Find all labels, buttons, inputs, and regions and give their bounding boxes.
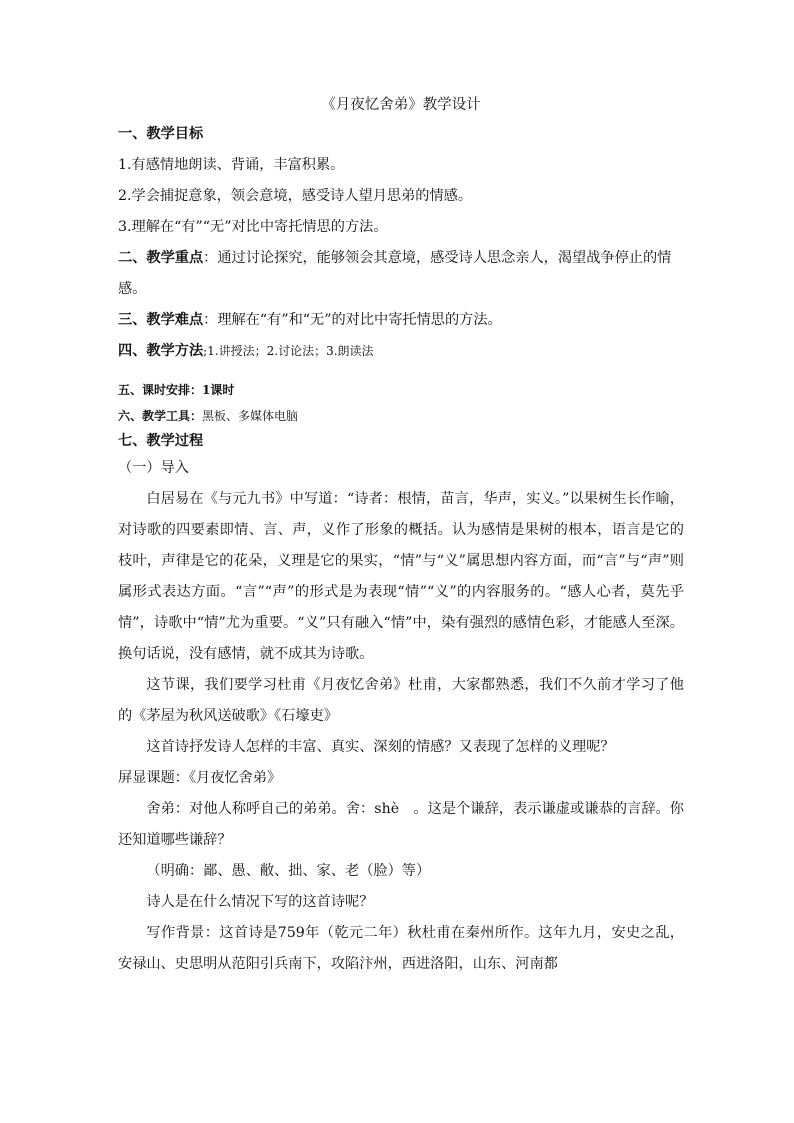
key-points-text: ：通过讨论探究，能够领会其意境，感受诗人思念亲人，渴望战争停止的情感。 xyxy=(118,250,672,297)
paragraph-intro-quote: 白居易在《与元九书》中写道：“诗者：根情，苗言，华声，实义。”以果树生长作喻，对诗歌的四要素即情、言、声，义作了形象的概括。认为感情是果树的根本，语言是它的枝叶，声律是它的花朵，义理是它的果实，“情”与“义”属思想内容方面，而“言”与“声”则属形式表达方面。“言”“声”的形式是为表现“情”“义”的内容服务的。“感人心者，莫先乎情”，诗歌中“情”尤为重要。“义”只有融入“情”中，染有强烈的感情色彩，才能感人至深。换句话说，没有感情，就不成其为诗歌。 xyxy=(118,491,684,662)
subsection-intro: （一）导入 xyxy=(118,460,189,476)
tools-text: 黑板、多媒体电脑 xyxy=(202,409,299,423)
document-title: 《月夜忆舍弟》教学设计 xyxy=(321,97,481,113)
difficulties-text: ：理解在“有”和“无”的对比中寄托情思的方法。 xyxy=(203,312,502,328)
paragraph-lesson-intro: 这节课，我们要学习杜甫《月夜忆舍弟》杜甫，大家都熟悉，我们不久前才学习了他的《茅屋为秋风送破歌》《石壕吏》 xyxy=(118,677,684,724)
section-class-hours: 五、课时安排：1课时 xyxy=(118,383,235,397)
section-key-points xyxy=(118,243,684,305)
paragraph-question: 这首诗抒发诗人怎样的丰富、真实、深刻的情感？又表现了怎样的义理呢？ xyxy=(146,739,615,755)
paragraph-shedi-explanation: 舍弟：对他人称呼自己的弟弟。舍：shè 。这是个谦辞，表示谦虚或谦恭的言辞。你还知道哪些谦辞？ xyxy=(118,801,684,848)
paragraph-screen-title: 屏显课题：《月夜忆舍弟》 xyxy=(118,770,282,786)
section-methods xyxy=(118,336,684,367)
section-tools xyxy=(118,403,684,429)
key-points-heading: 二、教学重点 xyxy=(118,250,204,266)
objective-1: 1.有感情地朗读、背诵，丰富积累。 xyxy=(118,157,345,173)
difficulties-heading: 三、教学难点 xyxy=(118,312,204,328)
objective-2: 2.学会捕捉意象，领会意境，感受诗人望月思弟的情感。 xyxy=(118,188,473,204)
section-objectives-heading: 一、教学目标 xyxy=(118,126,204,142)
methods-text: ;1.讲授法；2.讨论法；3.朗读法 xyxy=(203,344,374,358)
methods-heading: 四、教学方法 xyxy=(118,343,204,359)
objective-3: 3.理解在“有”“无”对比中寄托情思的方法。 xyxy=(118,219,388,235)
paragraph-background: 写作背景：这首诗是759年（乾元二年）秋杜甫在秦州所作。这年九月，安史之乱，安禄山、史思明从范阳引兵南下，攻陷汴州，西进洛阳，山东、河南都 xyxy=(118,925,684,972)
section-difficulties xyxy=(118,305,684,336)
tools-heading: 六、教学工具： xyxy=(118,409,203,423)
paragraph-clarification: （明确：鄙、愚、敝、拙、家、老（脸）等） xyxy=(146,863,431,879)
section-process-heading: 七、教学过程 xyxy=(118,433,204,449)
paragraph-context-question: 诗人是在什么情况下写的这首诗呢？ xyxy=(146,894,374,910)
document-body xyxy=(118,91,684,980)
